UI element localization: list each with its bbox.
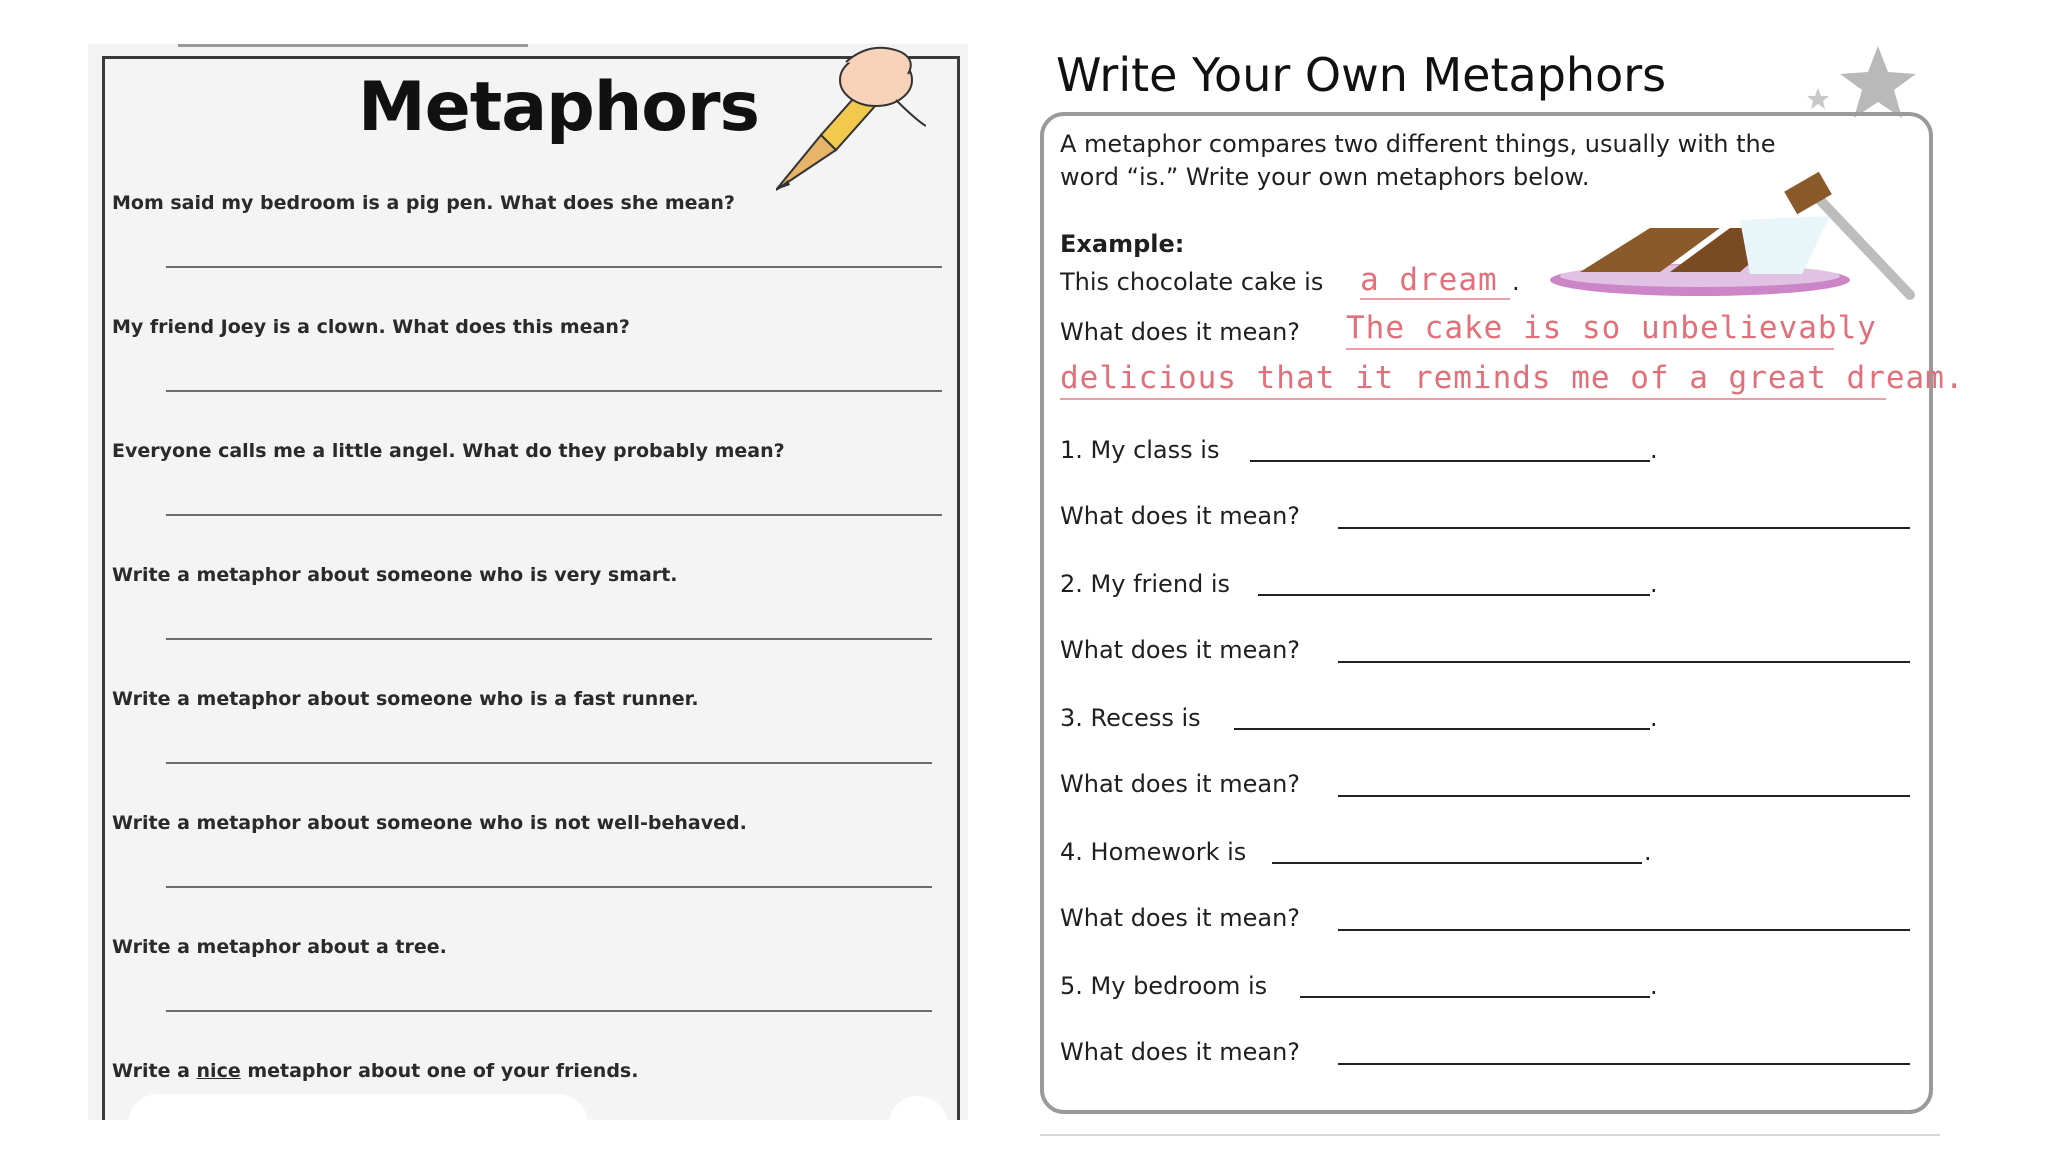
intro-line-1: A metaphor compares two different things, usually with the bbox=[1060, 130, 1776, 158]
item-5-period: . bbox=[1650, 972, 1658, 1000]
item-5-meaning-prompt: What does it mean? bbox=[1060, 1038, 1301, 1066]
question-3: Everyone calls me a little angel. What do they probably mean? bbox=[112, 440, 785, 462]
item-5-answer-line[interactable] bbox=[1300, 996, 1650, 998]
worksheet-frame bbox=[102, 56, 960, 1120]
item-3-meaning-prompt: What does it mean? bbox=[1060, 770, 1301, 798]
answer-line-6[interactable] bbox=[166, 886, 932, 888]
example-sentence bbox=[1060, 268, 1323, 296]
example-label: Example: bbox=[1060, 230, 1185, 258]
example-meaning-line-2: delicious that it reminds me of a great dream. bbox=[1060, 360, 1965, 396]
answer-line-5[interactable] bbox=[166, 762, 932, 764]
question-8-end: metaphor about one of your friends. bbox=[240, 1060, 639, 1082]
question-8 bbox=[112, 1060, 638, 1082]
example-period: . bbox=[1512, 268, 1520, 296]
question-6: Write a metaphor about someone who is not well-behaved. bbox=[112, 812, 747, 834]
answer-line-4[interactable] bbox=[166, 638, 932, 640]
worksheet-title-right: Write Your Own Metaphors bbox=[1056, 48, 1667, 102]
worksheet-title: Metaphors bbox=[358, 68, 759, 147]
item-3-answer-line[interactable] bbox=[1234, 728, 1650, 730]
example-meaning-line-1: The cake is so unbelievably bbox=[1346, 310, 1877, 346]
item-2-answer-line[interactable] bbox=[1258, 594, 1650, 596]
pencil-hand-icon bbox=[776, 44, 926, 200]
item-5-meaning-line[interactable] bbox=[1338, 1063, 1910, 1065]
item-4-meaning-prompt: What does it mean? bbox=[1060, 904, 1301, 932]
item-1-answer-line[interactable] bbox=[1250, 460, 1650, 462]
item-2-meaning-prompt: What does it mean? bbox=[1060, 636, 1301, 664]
item-4-period: . bbox=[1644, 838, 1652, 866]
metaphors-worksheet bbox=[88, 44, 968, 1120]
item-4-label: 4. Homework is bbox=[1060, 838, 1247, 866]
answer-line-2[interactable] bbox=[166, 390, 942, 392]
item-5-label: 5. My bedroom is bbox=[1060, 972, 1268, 1000]
item-2-period: . bbox=[1650, 570, 1658, 598]
answer-line-3[interactable] bbox=[166, 514, 942, 516]
item-3-period: . bbox=[1650, 704, 1658, 732]
item-1-meaning-prompt: What does it mean? bbox=[1060, 502, 1301, 530]
example-prefix: This chocolate cake is bbox=[1060, 268, 1324, 296]
item-2-label: 2. My friend is bbox=[1060, 570, 1231, 598]
example-meaning-underline-1 bbox=[1346, 348, 1834, 350]
question-7: Write a metaphor about a tree. bbox=[112, 936, 447, 958]
bottom-rule bbox=[1040, 1134, 1940, 1136]
question-2: My friend Joey is a clown. What does this mean? bbox=[112, 316, 630, 338]
item-3-meaning-line[interactable] bbox=[1338, 795, 1910, 797]
item-2-meaning-line[interactable] bbox=[1338, 661, 1910, 663]
answer-line-7[interactable] bbox=[166, 1010, 932, 1012]
item-4-answer-line[interactable] bbox=[1272, 862, 1642, 864]
item-4-meaning-line[interactable] bbox=[1338, 929, 1910, 931]
answer-line-1[interactable] bbox=[166, 266, 942, 268]
page-corner-shadow bbox=[128, 1094, 588, 1120]
question-8-emphasis: nice bbox=[196, 1060, 241, 1082]
example-answer: a dream bbox=[1360, 262, 1498, 298]
item-3-label: 3. Recess is bbox=[1060, 704, 1201, 732]
item-1-label: 1. My class is bbox=[1060, 436, 1220, 464]
example-meaning-prompt: What does it mean? bbox=[1060, 318, 1301, 346]
top-rule bbox=[178, 44, 528, 47]
item-1-meaning-line[interactable] bbox=[1338, 527, 1910, 529]
question-5: Write a metaphor about someone who is a fast runner. bbox=[112, 688, 699, 710]
intro-line-2: word “is.” Write your own metaphors below. bbox=[1060, 163, 1590, 191]
question-8-start: Write a bbox=[112, 1060, 197, 1082]
item-1-period: . bbox=[1650, 436, 1658, 464]
example-answer-line bbox=[1360, 298, 1510, 300]
cake-illustration bbox=[1540, 170, 1920, 310]
question-4: Write a metaphor about someone who is very smart. bbox=[112, 564, 678, 586]
question-1: Mom said my bedroom is a pig pen. What does she mean? bbox=[112, 192, 735, 214]
example-meaning-underline-2 bbox=[1060, 398, 1886, 400]
